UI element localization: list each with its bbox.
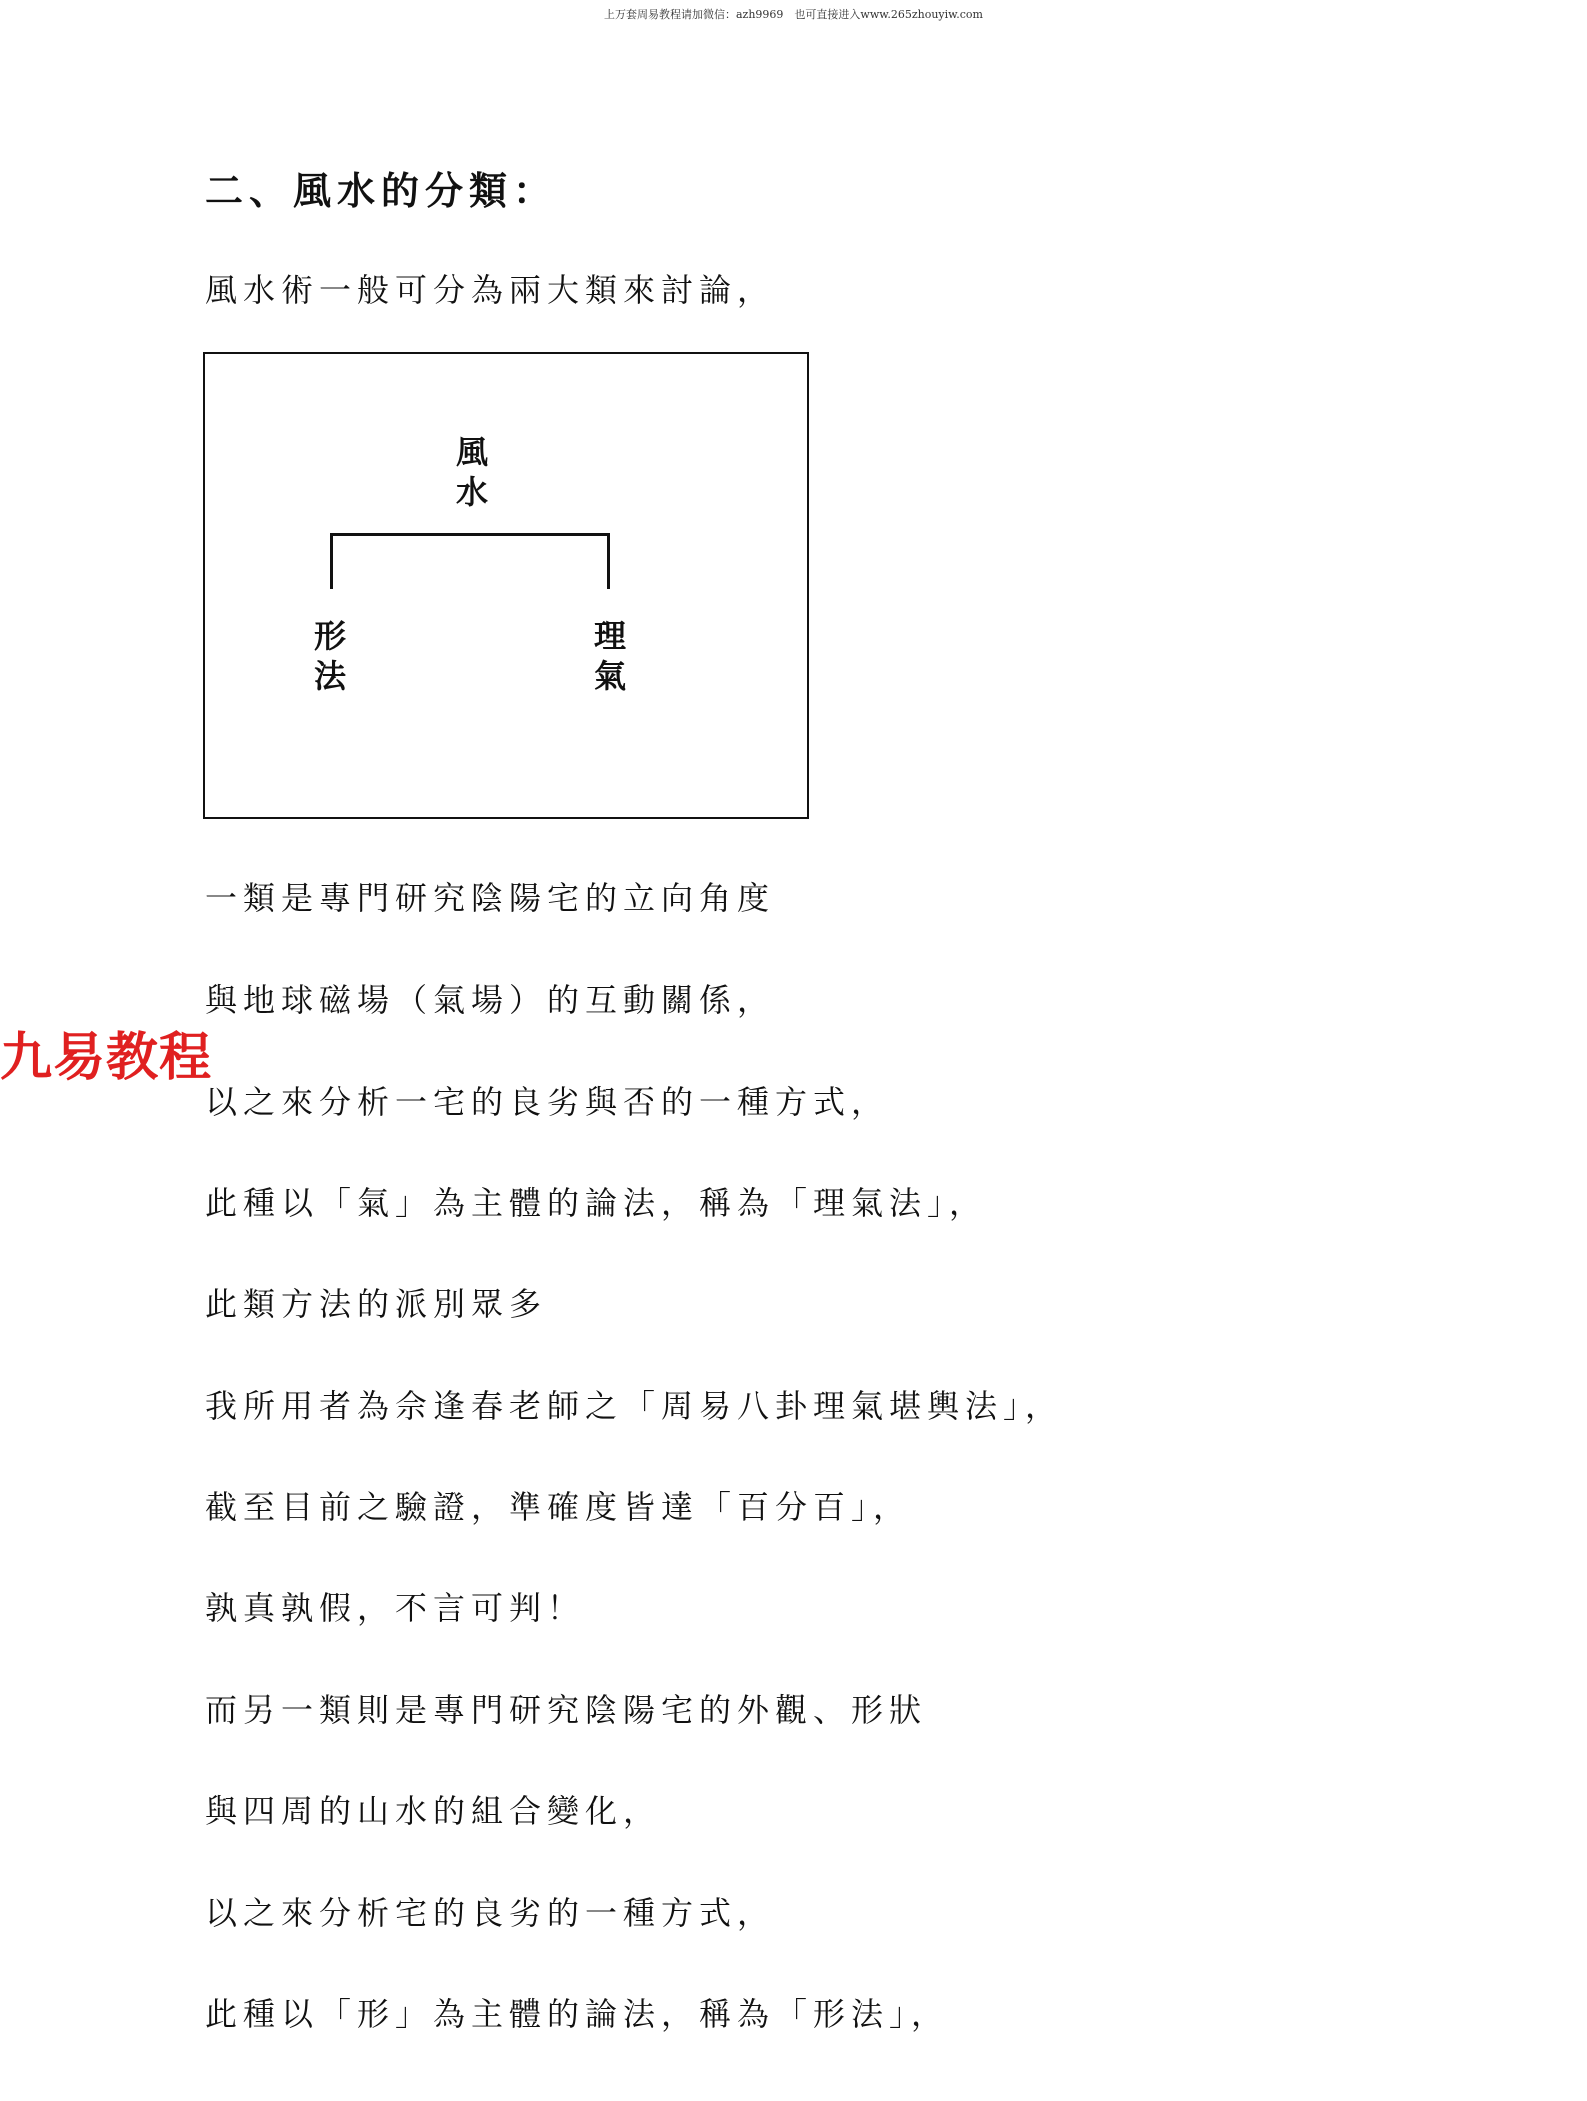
paragraph-line-11: 以之來分析宅的良劣的一種方式，: [205, 1894, 776, 1932]
intro-line: 風水術一般可分為兩大類來討論，: [205, 271, 776, 309]
paragraph-line-2: 與地球磁場（氣場）的互動關係，: [205, 981, 776, 1019]
paragraph-line-5: 此類方法的派別眾多: [205, 1285, 548, 1323]
top-banner: 上万套周易教程请加微信：azh9969 也可直接进入www.265zhouyiw.com: [603, 8, 983, 21]
diagram-left-node: [310, 616, 350, 696]
diagram-right-char-1: 理: [593, 617, 626, 655]
paragraph-line-8: 孰真孰假，不言可判！: [205, 1589, 586, 1627]
paragraph-line-6: 我所用者為佘逢春老師之「周易八卦理氣堪輿法」，: [205, 1387, 1064, 1425]
diagram-root-char-2: 水: [455, 473, 488, 511]
paragraph-line-1: 一類是專門研究陰陽宅的立向角度: [205, 879, 776, 917]
section-title: 二、風水的分類：: [205, 168, 558, 213]
paragraph-line-7: 截至目前之驗證，準確度皆達「百分百」，: [205, 1488, 912, 1526]
diagram-right-char-2: 氣: [593, 657, 626, 695]
diagram-left-char-1: 形: [313, 617, 346, 655]
diagram-left-char-2: 法: [313, 657, 346, 695]
diagram-right-node: [590, 616, 630, 696]
diagram-root-node: [452, 432, 492, 512]
paragraph-line-10: 與四周的山水的組合變化，: [205, 1792, 662, 1830]
paragraph-line-9: 而另一類則是專門研究陰陽宅的外觀、形狀: [205, 1691, 928, 1729]
paragraph-line-12: 此種以「形」為主體的論法，稱為「形法」，: [205, 1995, 950, 2033]
feng-shui-diagram: [203, 352, 809, 819]
diagram-branch-connector: [330, 533, 610, 589]
paragraph-line-3: 以之來分析一宅的良劣與否的一種方式，: [205, 1083, 890, 1121]
watermark-logo: 九易教程: [0, 1028, 213, 1088]
paragraph-line-4: 此種以「氣」為主體的論法，稱為「理氣法」，: [205, 1184, 988, 1222]
diagram-root-char-1: 風: [455, 433, 488, 471]
